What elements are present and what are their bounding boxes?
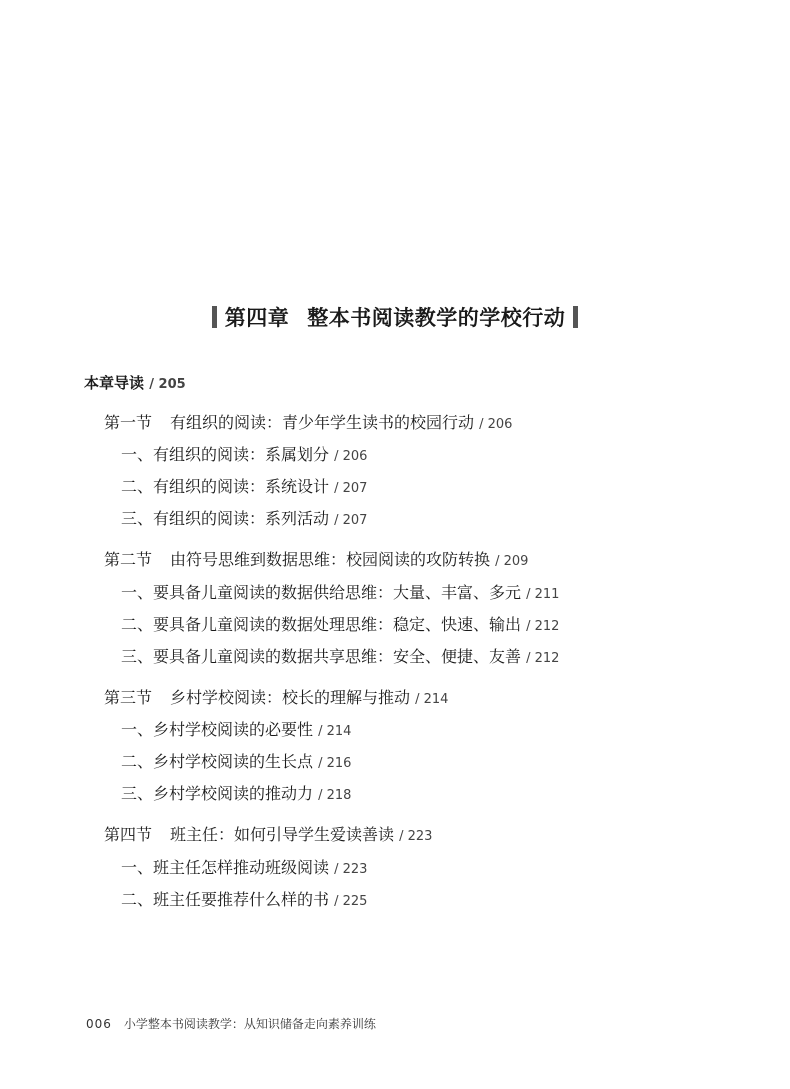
section-title: 有组织的阅读：青少年学生读书的校园行动 [170, 413, 475, 432]
section-title: 乡村学校阅读：校长的理解与推动 [170, 688, 411, 707]
toc-section[interactable] [104, 549, 528, 573]
item-label: 二、班主任要推荐什么样的书 [121, 890, 330, 909]
chapter-title: 整本书阅读教学的学校行动 [307, 306, 566, 330]
item-label: 二、有组织的阅读：系统设计 [121, 477, 330, 496]
page-number: / 209 [495, 554, 529, 569]
item-label: 三、有组织的阅读：系列活动 [121, 509, 330, 528]
toc-item[interactable] [121, 614, 559, 638]
toc-item[interactable] [121, 646, 559, 670]
heading-bar-left [212, 306, 217, 328]
chapter-number: 第四章 [224, 306, 290, 330]
toc-item[interactable] [121, 783, 351, 807]
page-number: / 207 [334, 513, 368, 528]
toc-item[interactable] [121, 751, 351, 775]
intro-label: 本章导读 [84, 374, 145, 392]
item-label: 三、乡村学校阅读的推动力 [121, 784, 314, 803]
toc-intro[interactable] [84, 372, 186, 396]
toc-item[interactable] [121, 444, 367, 468]
toc-item[interactable] [121, 582, 559, 606]
toc-item[interactable] [121, 476, 367, 500]
page-footer [86, 1015, 376, 1032]
page-number: / 214 [318, 724, 352, 739]
section-number: 第二节 [104, 550, 153, 569]
toc-section[interactable] [104, 687, 448, 711]
toc-section[interactable] [104, 412, 512, 436]
page-number: / 207 [334, 481, 368, 496]
chapter-heading [0, 303, 790, 333]
page-number: / 211 [526, 587, 560, 602]
page-number: / 218 [318, 788, 352, 803]
item-label: 二、乡村学校阅读的生长点 [121, 752, 314, 771]
heading-bar-right [573, 306, 578, 328]
section-title: 班主任：如何引导学生爱读善读 [170, 825, 395, 844]
page-number: / 214 [415, 692, 449, 707]
section-number: 第四节 [104, 825, 153, 844]
toc-item[interactable] [121, 889, 367, 913]
page-number: / 223 [334, 862, 368, 877]
item-label: 一、要具备儿童阅读的数据供给思维：大量、丰富、多元 [121, 583, 522, 602]
item-label: 一、有组织的阅读：系属划分 [121, 445, 330, 464]
page-number: / 212 [526, 619, 560, 634]
section-number: 第三节 [104, 688, 153, 707]
page-number: / 225 [334, 894, 368, 909]
page-number: / 205 [149, 377, 186, 392]
running-title: 小学整本书阅读教学：从知识储备走向素养训练 [123, 1017, 376, 1031]
folio-number: 006 [86, 1017, 112, 1031]
item-label: 三、要具备儿童阅读的数据共享思维：安全、便捷、友善 [121, 647, 522, 666]
page-number: / 206 [479, 417, 513, 432]
page-number: / 206 [334, 449, 368, 464]
toc-item[interactable] [121, 508, 367, 532]
item-label: 二、要具备儿童阅读的数据处理思维：稳定、快速、输出 [121, 615, 522, 634]
page-number: / 216 [318, 756, 352, 771]
section-title: 由符号思维到数据思维：校园阅读的攻防转换 [170, 550, 491, 569]
item-label: 一、乡村学校阅读的必要性 [121, 720, 314, 739]
toc-item[interactable] [121, 719, 351, 743]
page-number: / 223 [399, 829, 433, 844]
toc-item[interactable] [121, 857, 367, 881]
section-number: 第一节 [104, 413, 153, 432]
page-number: / 212 [526, 651, 560, 666]
item-label: 一、班主任怎样推动班级阅读 [121, 858, 330, 877]
toc-section[interactable] [104, 824, 432, 848]
